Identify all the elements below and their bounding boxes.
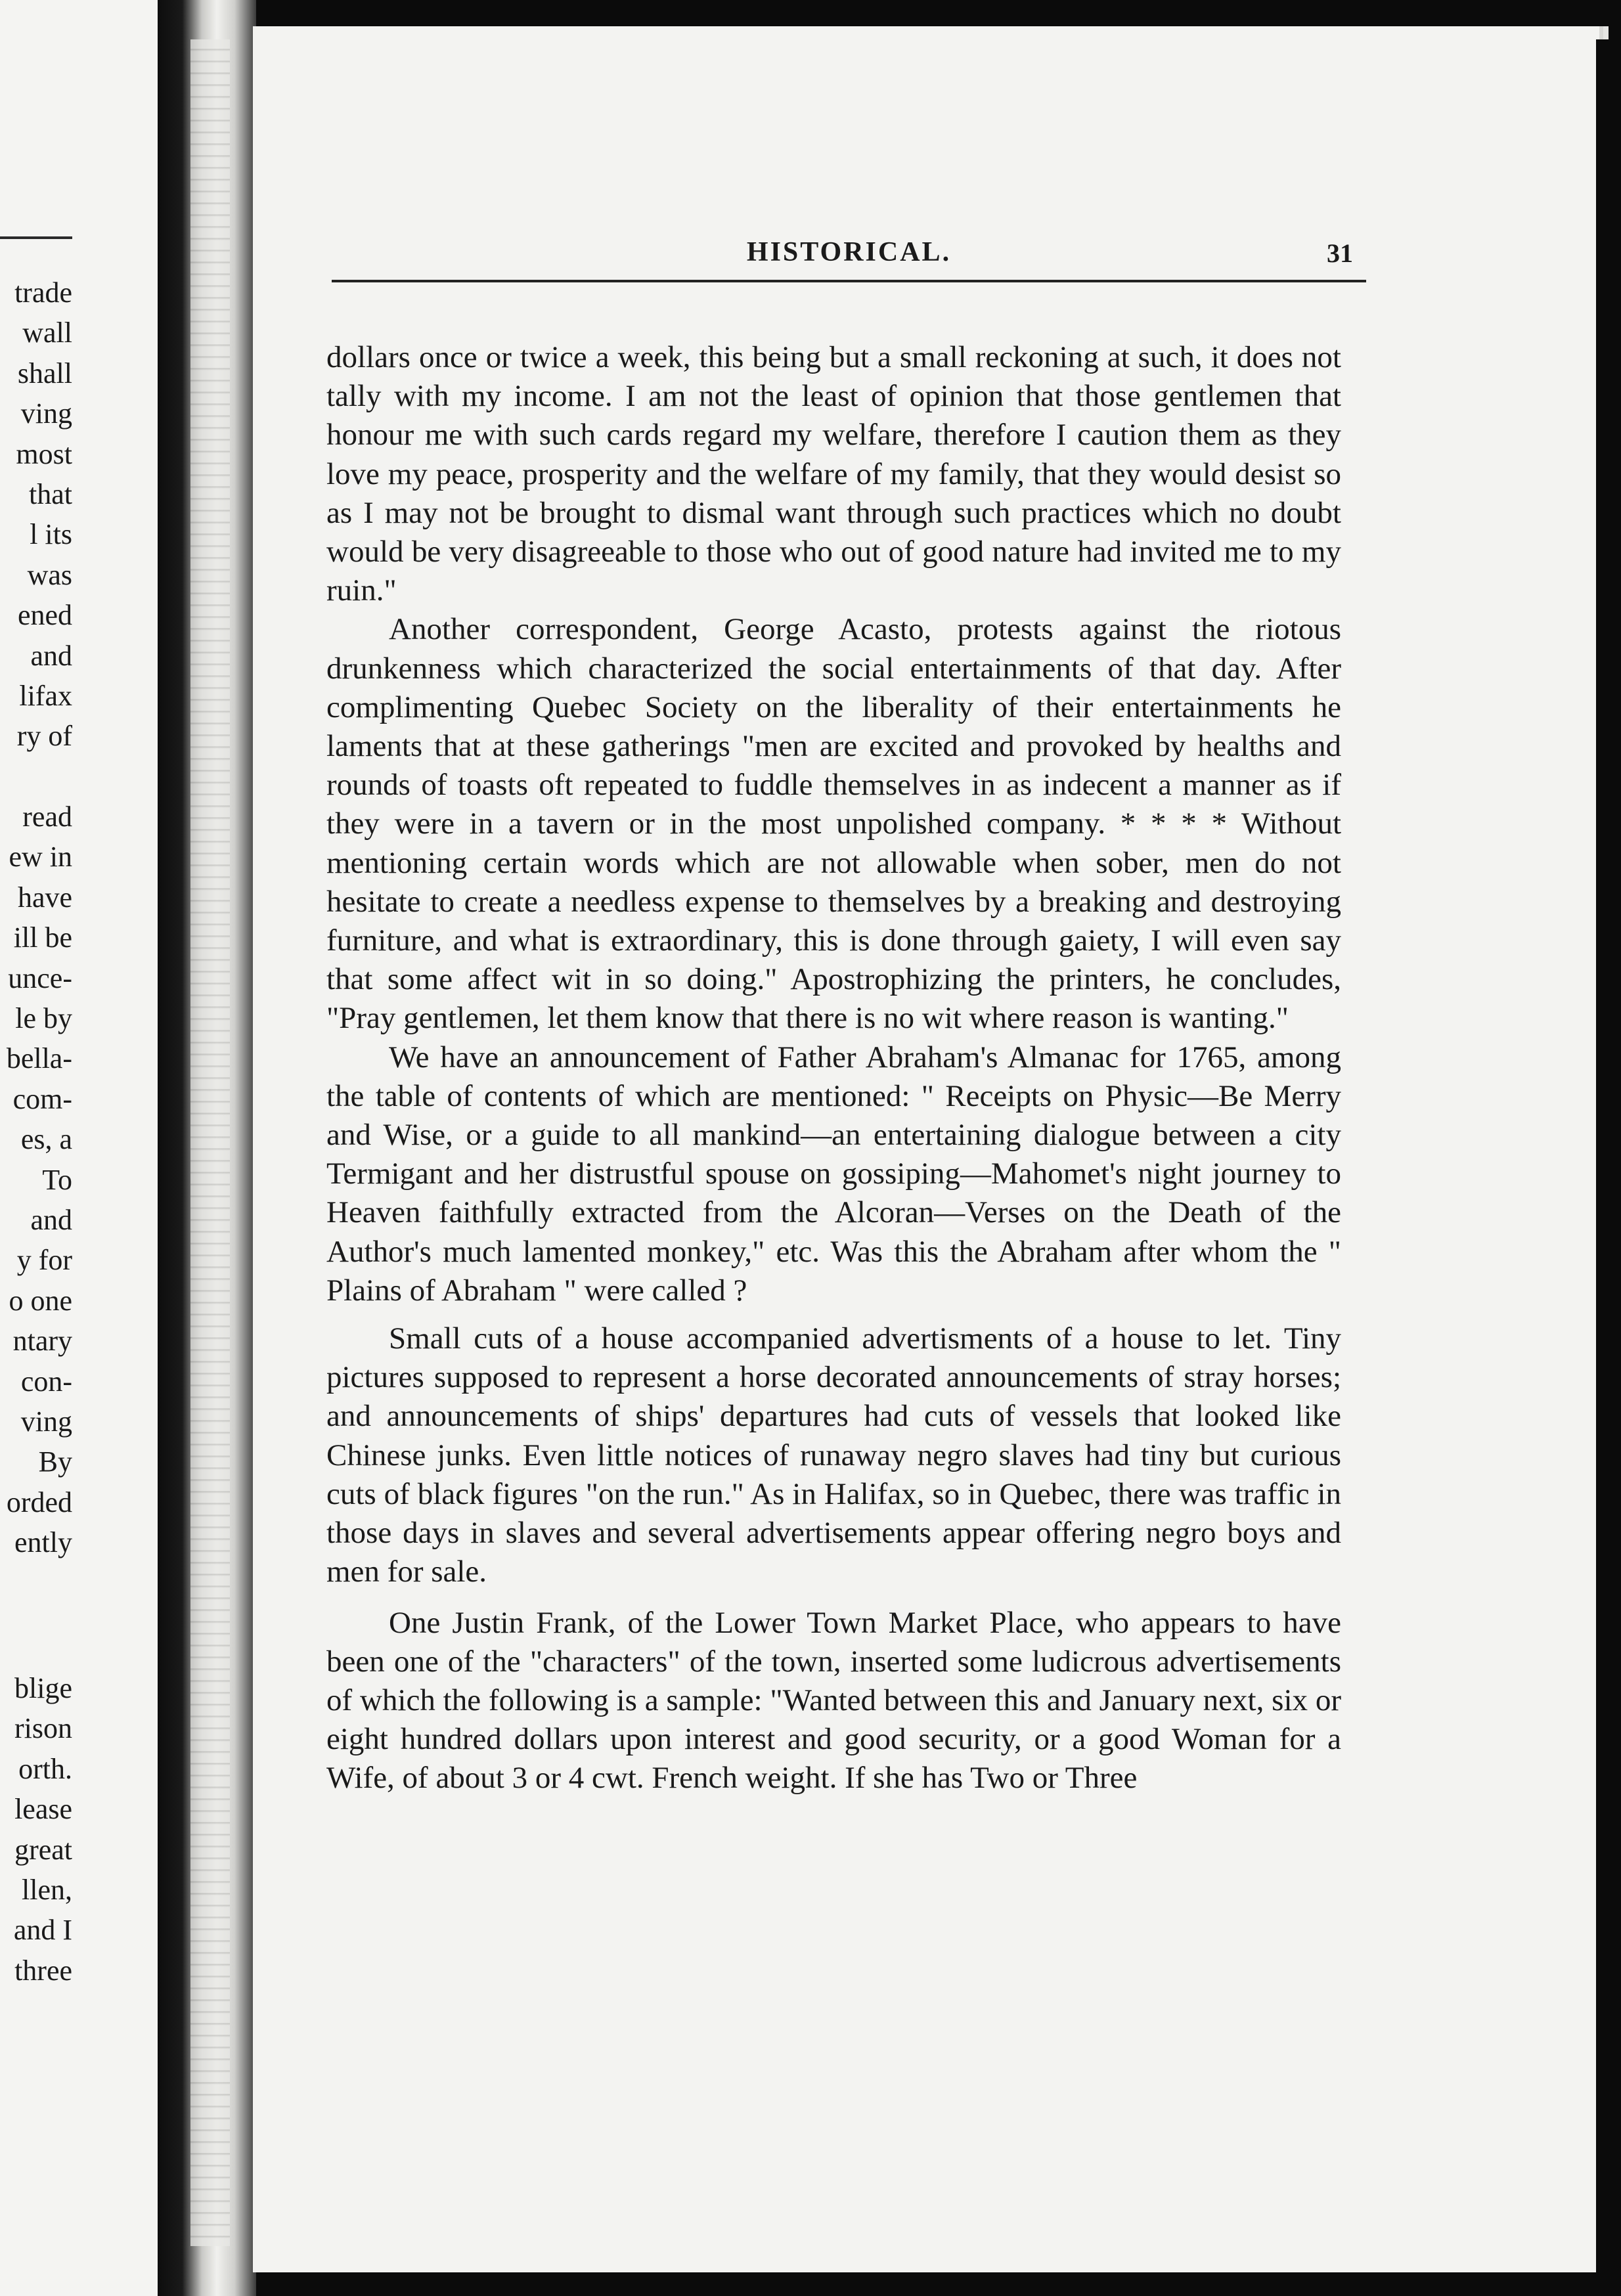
previous-page-line: con- [20, 1365, 72, 1398]
previous-page-line: and [30, 639, 72, 672]
previous-page-line: rison [14, 1712, 72, 1745]
previous-page-line: llen, [22, 1873, 72, 1906]
previous-page-line: To [42, 1163, 72, 1196]
previous-page-text-bottom [14, 1668, 72, 1991]
previous-page-line: ving [20, 1405, 72, 1438]
page-edges [190, 39, 230, 2246]
previous-page-line [7, 757, 72, 797]
body-text [326, 338, 1341, 1798]
previous-page-line: l its [30, 518, 72, 551]
previous-page-text-top [7, 273, 72, 1563]
previous-page-line: wall [22, 317, 72, 349]
previous-page-line: trade [14, 276, 72, 309]
paragraph-cuts: Small cuts of a house accompanied advertisments of a house to let. Tiny pictures supposed to represent a horse decorated announcements of stray horses; and announcements of ships' departures had cuts of vessels that looked like Chinese junks. Even little notices of runaway negro slaves had tiny but curious cuts of black figures "on the run." As in Halifax, so in Quebec, there was traffic in those days in slaves and several advertisements appear offering negro boys and men for sale. [326, 1321, 1341, 1589]
running-title: HISTORICAL. [746, 237, 952, 267]
previous-page-line: y for [16, 1244, 72, 1277]
previous-page-line: and [30, 1203, 72, 1236]
paragraph-continuation: dollars once or twice a week, this being but a small reckoning at such, it does not tally with my income. I am not the least of opinion that those gentlemen that honour me with such cards regard my welfare, therefore I caution them as they love my peace, prosperity and the welfare of my family, that they would desist so as I may not be brought to dismal want through such practices which no doubt would be very disagreeable to those who out of good nature had invited me to my ruin." [326, 340, 1341, 608]
previous-page-fragment [0, 0, 158, 2296]
previous-page-line: orth. [18, 1752, 72, 1785]
previous-page-line: ving [20, 397, 72, 430]
previous-page-line: es, a [20, 1123, 72, 1156]
previous-page-line: shall [17, 357, 72, 389]
previous-page-line: that [29, 477, 72, 510]
previous-page-line: great [14, 1833, 72, 1866]
previous-page-line: orded [6, 1486, 72, 1518]
page-number: 31 [1327, 238, 1353, 268]
book-page [253, 26, 1599, 2272]
header-rule [332, 280, 1366, 282]
paragraph-justin-frank: One Justin Frank, of the Lower Town Market Place, who appears to have been one of the "characters" of the town, inserted some ludicrous advertisements of which the following is a sample: "Wanted between this and January next, six or eight hundred dollars upon interest and good security, or a good Woman for a Wife, of about 3 or 4 cwt. French weight. If she has Two or Three [326, 1605, 1341, 1796]
previous-page-rule [0, 236, 72, 239]
previous-page-line: o one [9, 1284, 72, 1317]
previous-page-line: lease [14, 1793, 72, 1826]
previous-page-line: and I [13, 1914, 72, 1947]
previous-page-line: have [17, 881, 72, 914]
page-shadow [1596, 39, 1621, 2272]
previous-page-line: three [14, 1954, 72, 1987]
previous-page-line: com- [12, 1082, 72, 1115]
previous-page-line: le by [15, 1002, 72, 1035]
previous-page-line: lifax [19, 679, 72, 712]
previous-page-line: blige [14, 1672, 72, 1704]
previous-page-line: ill be [13, 921, 72, 954]
previous-page-line: most [16, 437, 72, 470]
previous-page-line: was [27, 558, 72, 591]
previous-page-line: read [22, 801, 72, 833]
running-header [332, 217, 1366, 282]
paragraph-acasto: Another correspondent, George Acasto, protests against the riotous drunkenness which characterized the social entertainments of that day. After complimenting Quebec Society on the liberality of their entertainments he laments that at these gatherings "men are excited and provoked by healths and rounds of toasts oft repeated to fuddle themselves in as indecent a manner as if they were in a tavern or in the most unpolished company. * * * * Without mentioning certain words which are not allowable when sober, men do not hesitate to create a needless expense to themselves by a breaking and destroying furniture, and what is extraordinary, this is done through gaiety, I will even say that some affect wit in so doing." Apostrophizing the printers, he concludes, "Pray gentlemen, let them know that there is no wit where reason is wanting." [326, 612, 1341, 1036]
previous-page-line: ew in [9, 841, 72, 873]
previous-page-line: unce- [8, 961, 72, 994]
previous-page-line: ntary [12, 1325, 72, 1358]
previous-page-line: bella- [6, 1042, 72, 1075]
previous-page-line: ened [17, 599, 72, 632]
previous-page-line: ry of [16, 720, 72, 753]
previous-page-line: ently [14, 1526, 72, 1559]
paragraph-almanac: We have an announcement of Father Abraham's Almanac for 1765, among the table of contents of which are mentioned: " Receipts on Physic—Be Merry and Wise, or a guide to all mankind—an entertaining dialogue between a city Termigant and her distrustful spouse on gossiping—Mahomet's night journey to Heaven faithfully extracted from the Alcoran—Verses on the Death of the Author's much lamented monkey," etc. Was this the Abraham after whom the " Plains of Abraham " were called ? [326, 1040, 1341, 1308]
previous-page-line: By [38, 1446, 72, 1478]
